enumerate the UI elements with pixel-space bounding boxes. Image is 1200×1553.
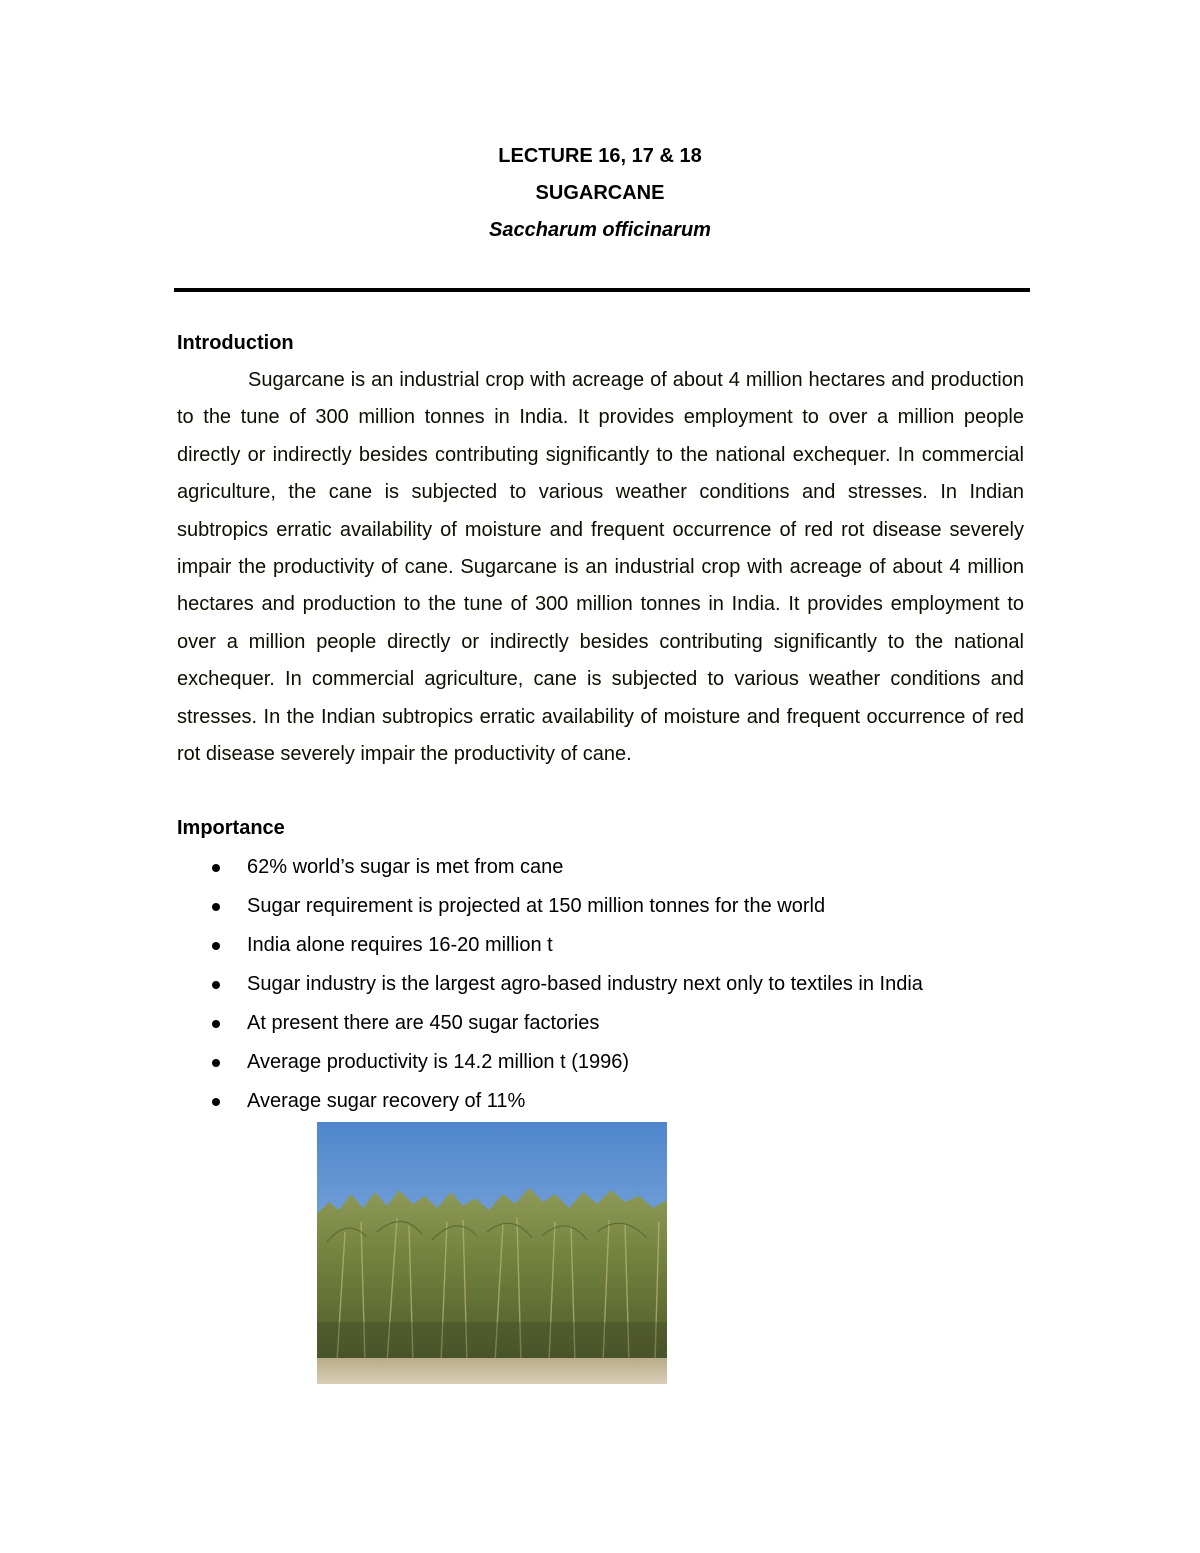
list-item-text: At present there are 450 sugar factories	[247, 1012, 600, 1034]
importance-heading: Importance	[177, 817, 285, 839]
list-item	[177, 965, 1027, 1004]
list-item-text: Sugar industry is the largest agro-based industry next only to textiles in India	[247, 973, 923, 995]
list-item	[177, 1082, 1027, 1121]
introduction-paragraph: Sugarcane is an industrial crop with acreage of about 4 million hectares and production to the tune of 300 million tonnes in India. It provides employment to over a million people directly or indirectly besides contributing significantly to the national exchequer. In commercial agriculture, the cane is subjected to various weather conditions and stresses. In Indian subtropics erratic availability of moisture and frequent occurrence of red rot disease severely impair the productivity of cane. Sugarcane is an industrial crop with acreage of about 4 million hectares and production to the tune of 300 million tonnes in India. It provides employment to over a million people directly or indirectly besides contributing significantly to the national exchequer. In commercial agriculture, cane is subjected to various weather conditions and stresses. In the Indian subtropics erratic availability of moisture and frequent occurrence of red rot disease severely impair the productivity of cane.	[177, 369, 1024, 766]
list-item-text: India alone requires 16-20 million t	[247, 934, 553, 956]
importance-list	[177, 848, 1027, 1121]
list-item-text: 62% world’s sugar is met from cane	[247, 856, 564, 878]
bullet-icon	[212, 1098, 220, 1106]
scientific-name: Saccharum officinarum	[489, 219, 711, 241]
list-item	[177, 926, 1027, 965]
lecture-title: LECTURE 16, 17 & 18	[498, 145, 702, 167]
list-item	[177, 1043, 1027, 1082]
list-item	[177, 848, 1027, 887]
horizontal-divider	[174, 288, 1030, 292]
list-item	[177, 1004, 1027, 1043]
list-item	[177, 887, 1027, 926]
crop-title: SUGARCANE	[535, 182, 665, 204]
bullet-icon	[212, 1020, 220, 1028]
introduction-heading: Introduction	[177, 332, 294, 354]
bullet-icon	[212, 981, 220, 989]
bullet-icon	[212, 1059, 220, 1067]
bullet-icon	[212, 864, 220, 872]
document-header	[0, 138, 1200, 249]
list-item-text: Average sugar recovery of 11%	[247, 1090, 526, 1112]
bullet-icon	[212, 903, 220, 911]
sugarcane-field-photo	[317, 1122, 667, 1384]
list-item-text: Sugar requirement is projected at 150 million tonnes for the world	[247, 895, 826, 917]
bullet-icon	[212, 942, 220, 950]
list-item-text: Average productivity is 14.2 million t (1996)	[247, 1051, 630, 1073]
